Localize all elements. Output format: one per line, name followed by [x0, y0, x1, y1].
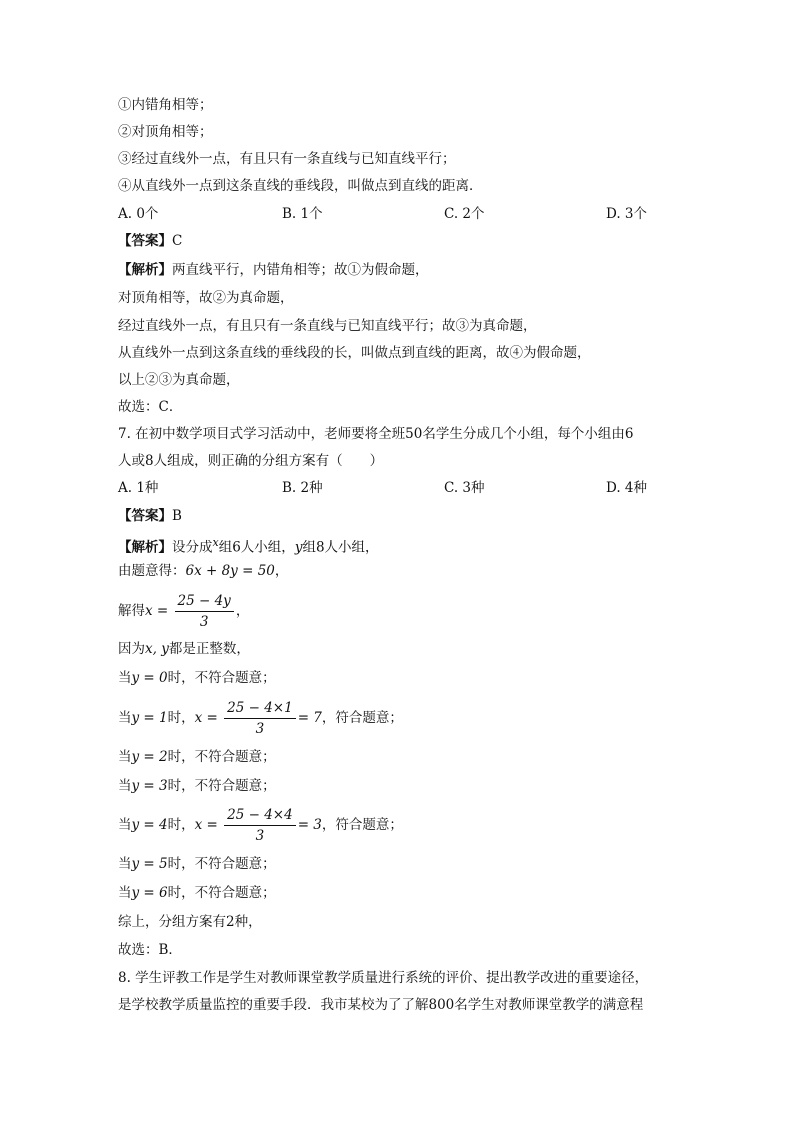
- q7-option-a: A. 1种: [118, 480, 159, 496]
- q6-analysis-1: [118, 261, 429, 279]
- solve-lhs: x =: [145, 603, 169, 619]
- answer-tag: 【答案】: [118, 233, 172, 249]
- case-prefix: 当: [118, 670, 132, 686]
- case-condition: y = 5: [131, 856, 168, 872]
- q7-case-2: [118, 748, 276, 766]
- case-prefix: 当: [118, 885, 132, 901]
- case-prefix: 当: [118, 817, 132, 833]
- case-text: 时，不符合题意；: [167, 670, 276, 686]
- integer-text: 因为: [118, 641, 145, 657]
- fraction-numerator: 25 − 4×4: [224, 807, 296, 826]
- case-text: 时，: [167, 710, 195, 726]
- q7-option-b: B. 2种: [282, 480, 323, 496]
- fraction-numerator: 25 − 4×1: [224, 700, 296, 719]
- var-x: x: [212, 536, 219, 549]
- q7-option-d: D. 4种: [606, 480, 648, 496]
- answer-value: C: [172, 233, 183, 249]
- q7-solve-line: [118, 590, 249, 632]
- fraction-numerator: 25 − 4y: [175, 593, 234, 612]
- q6-analysis-6: 故选：C．: [118, 399, 183, 415]
- solve-fraction: [175, 593, 234, 630]
- q6-analysis-3: 经过直线外一点，有且只有一条直线与已知直线平行；故③为真命题，: [118, 318, 537, 334]
- q6-option-d: D. 3个: [606, 206, 648, 222]
- q6-analysis-4: 从直线外一点到这条直线的垂线段的长，叫做点到直线的距离，故④为假命题，: [118, 345, 591, 361]
- case-prefix: 当: [118, 749, 132, 765]
- q6-analysis-5: 以上②③为真命题，: [118, 372, 240, 388]
- fraction-denominator: 3: [199, 614, 209, 630]
- case-text: 时，不符合题意；: [167, 778, 276, 794]
- solve-label: 解得: [118, 603, 145, 619]
- setup-text: 组6人小组，: [218, 539, 295, 556]
- q6-option-a: A. 0个: [118, 206, 159, 222]
- setup-text: 组8人小组，: [302, 539, 379, 556]
- analysis-tag: 【解析】: [118, 539, 172, 556]
- case-condition: y = 6: [131, 885, 168, 901]
- case-fraction: [224, 700, 296, 737]
- q7-case-0: [118, 669, 276, 687]
- fraction-denominator: 3: [255, 828, 265, 844]
- analysis-tag: 【解析】: [118, 262, 172, 278]
- analysis-text: 两直线平行，内错角相等；故①为假命题，: [172, 262, 429, 278]
- q7-equation-line: [118, 562, 288, 580]
- equation-end: ，: [274, 563, 289, 579]
- q6-statement-2: ②对顶角相等；: [118, 124, 213, 140]
- case-lhs: x =: [194, 817, 218, 833]
- q6-statement-4: ④从直线外一点到这条直线的垂线段，叫做点到直线的距离．: [118, 178, 483, 194]
- equation: 6x + 8y = 50: [185, 563, 275, 579]
- q7-case-5: [118, 855, 276, 873]
- q8-stem-2: 是学校教学质量监控的重要手段．我市某校为了了解800名学生对教师课堂教学的满意程: [118, 997, 644, 1013]
- case-condition: y = 1: [131, 710, 168, 726]
- case-condition: y = 4: [131, 817, 168, 833]
- q7-analysis-setup: [118, 534, 379, 557]
- equation-label: 由题意得：: [118, 563, 186, 579]
- q7-case-3: [118, 777, 276, 795]
- q6-statement-1: ①内错角相等；: [118, 97, 213, 113]
- q7-stem-1: 7. 在初中数学项目式学习活动中，老师要将全班50名学生分成几个小组，每个小组由6: [118, 426, 634, 442]
- case-prefix: 当: [118, 778, 132, 794]
- q7-summary: 综上，分组方案有2种，: [118, 914, 262, 930]
- q8-stem-1: 8. 学生评教工作是学生对教师课堂教学质量进行系统的评价、提出教学改进的重要途径，: [118, 970, 649, 986]
- case-text: ，符合题意；: [321, 817, 403, 833]
- setup-text: 设分成: [172, 539, 213, 556]
- case-condition: y = 3: [131, 778, 168, 794]
- answer-value: B: [172, 508, 182, 524]
- case-condition: y = 0: [131, 670, 168, 686]
- case-text: 时，不符合题意；: [167, 749, 276, 765]
- case-prefix: 当: [118, 710, 132, 726]
- case-rhs: = 7: [297, 710, 322, 726]
- solve-end: ，: [235, 603, 250, 619]
- q7-answer: [118, 507, 182, 525]
- case-lhs: x =: [194, 710, 218, 726]
- q7-case-1: [118, 697, 403, 739]
- case-text: ，符合题意；: [321, 710, 403, 726]
- q6-answer: [118, 232, 182, 250]
- answer-tag: 【答案】: [118, 508, 172, 524]
- case-text: 时，不符合题意；: [167, 885, 276, 901]
- q7-option-c: C. 3种: [444, 480, 485, 496]
- case-prefix: 当: [118, 856, 132, 872]
- case-condition: y = 2: [131, 749, 168, 765]
- q7-final: 故选：B．: [118, 942, 182, 958]
- case-text: 时，不符合题意；: [167, 856, 276, 872]
- q6-option-c: C. 2个: [444, 206, 485, 222]
- q7-stem-2: 人或8人组成，则正确的分组方案有（ ）: [118, 453, 384, 469]
- fraction-denominator: 3: [255, 721, 265, 737]
- q7-case-6: [118, 884, 276, 902]
- var-y: y: [294, 539, 303, 556]
- integer-vars: x, y: [145, 641, 169, 657]
- case-rhs: = 3: [297, 817, 322, 833]
- q6-statement-3: ③经过直线外一点，有且只有一条直线与已知直线平行；: [118, 151, 456, 167]
- case-fraction: [224, 807, 296, 844]
- q7-integer-line: [118, 640, 250, 658]
- q7-case-4: [118, 804, 403, 846]
- integer-text: 都是正整数，: [168, 641, 250, 657]
- case-text: 时，: [167, 817, 195, 833]
- q6-analysis-2: 对顶角相等，故②为真命题，: [118, 290, 294, 306]
- q6-option-b: B. 1个: [282, 206, 323, 222]
